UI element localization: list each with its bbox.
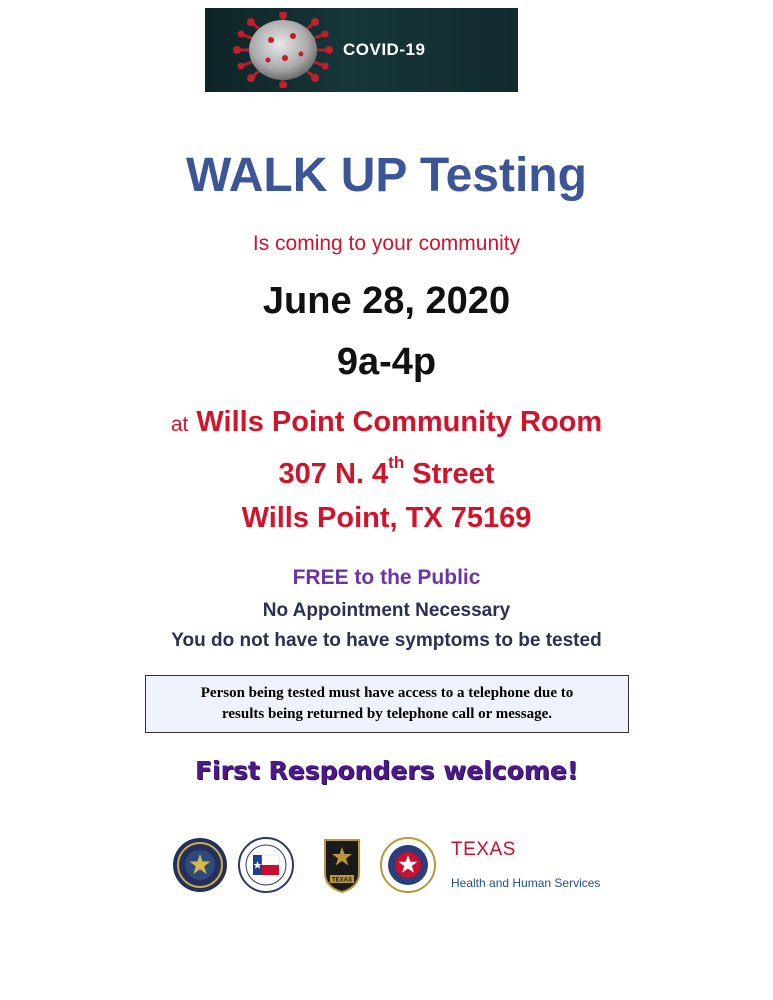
page-title: WALK UP Testing <box>186 149 587 202</box>
location-name: Wills Point Community Room <box>196 406 603 438</box>
free-to-public: FREE to the Public <box>292 566 481 589</box>
event-date: June 28, 2020 <box>262 280 511 322</box>
svg-text:TEXAS: TEXAS <box>331 877 353 884</box>
notice-line-1: Person being tested must have access to a telephone due to <box>200 685 574 701</box>
covid-banner <box>205 8 518 92</box>
street-name: Street <box>404 458 495 490</box>
event-time: 9a-4p <box>336 341 437 383</box>
street-ordinal: th <box>388 453 405 473</box>
texas-emergency-badge-icon <box>314 837 370 893</box>
coronavirus-icon <box>223 12 343 88</box>
telephone-notice-box <box>145 675 629 733</box>
texas-military-department-seal-icon <box>172 837 228 893</box>
no-appointment-text: No Appointment Necessary <box>262 600 511 621</box>
symptoms-text: You do not have to have symptoms to be tested <box>171 630 602 651</box>
texas-hhs-star-seal-icon <box>380 837 436 893</box>
texas-hhs-subtitle: Health and Human Services <box>451 876 601 890</box>
texas-hhs-title: TEXAS <box>451 839 516 860</box>
street-number: 307 N. 4 <box>278 458 389 490</box>
texas-division-emergency-management-seal-icon <box>238 837 294 893</box>
notice-line-2: results being returned by telephone call or message. <box>222 706 552 722</box>
first-responders-text: First Responders welcome! <box>194 756 579 785</box>
subtitle: Is coming to your community <box>252 232 521 255</box>
street-address <box>0 453 773 492</box>
banner-label: COVID-19 <box>343 40 426 59</box>
location-prefix: at <box>170 413 189 436</box>
city-state-zip: Wills Point, TX 75169 <box>241 502 532 534</box>
event-location <box>0 404 773 443</box>
